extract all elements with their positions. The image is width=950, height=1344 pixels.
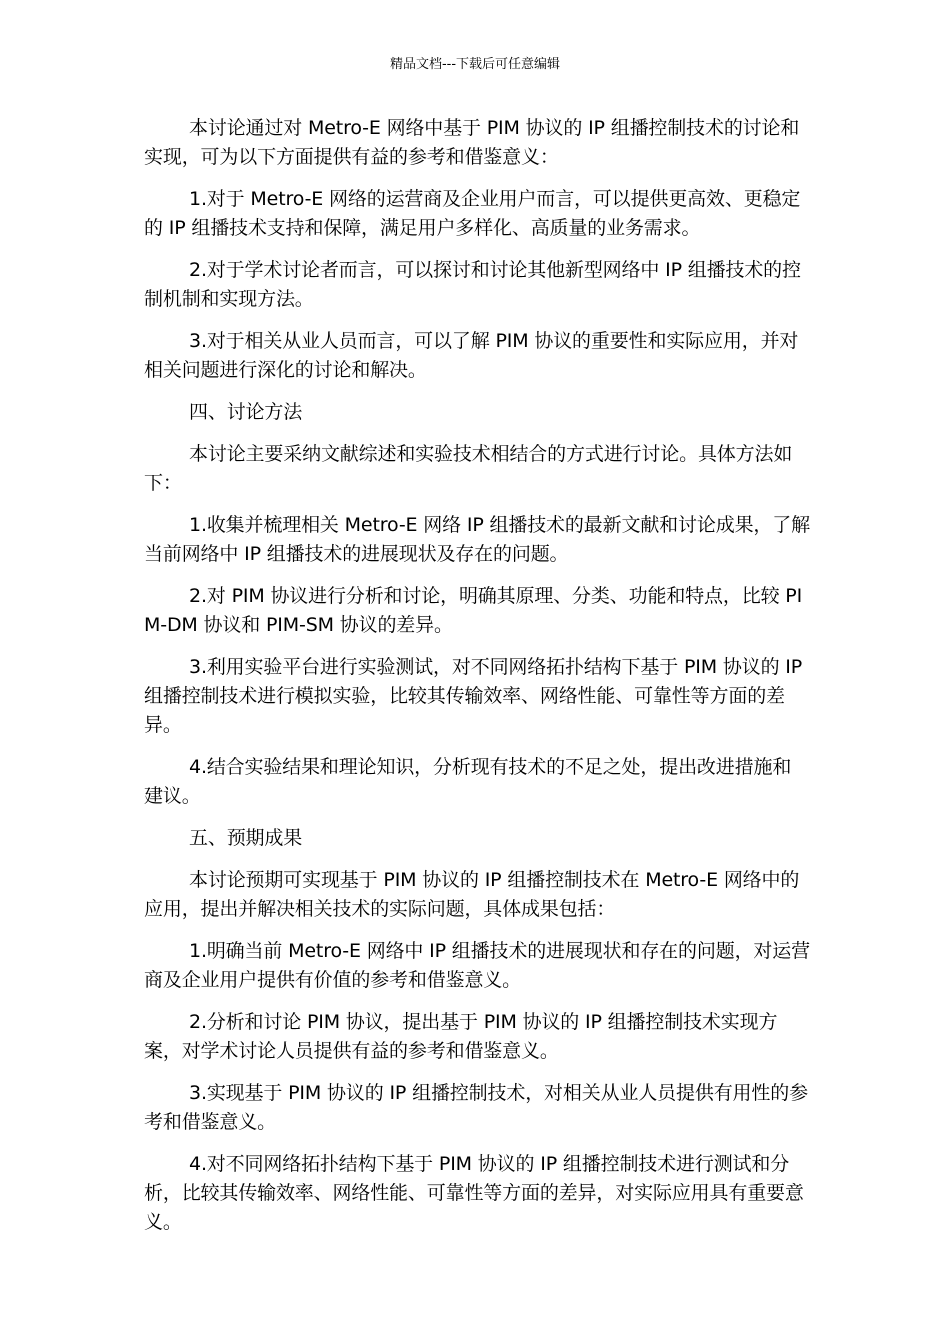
methods-intro-paragraph: 本讨论主要采纳文献综述和实验技术相结合的方式进行讨论。具体方法如下： xyxy=(144,443,793,494)
section-heading-methods: 四、讨论方法 xyxy=(189,401,303,423)
significance-item-3: 3.对于相关从业人员而言，可以了解 PIM 协议的重要性和实际应用，并对相关问题进行深化的讨论和解决。 xyxy=(144,330,799,381)
intro-paragraph: 本讨论通过对 Metro-E 网络中基于 PIM 协议的 IP 组播控制技术的讨论和实现，可为以下方面提供有益的参考和借鉴意义： xyxy=(144,117,800,168)
result-item-3: 3.实现基于 PIM 协议的 IP 组播控制技术，对相关从业人员提供有用性的参考和借鉴意义。 xyxy=(144,1082,808,1133)
section-heading-results: 五、预期成果 xyxy=(189,827,303,849)
result-item-4: 4.对不同网络拓扑结构下基于 PIM 协议的 IP 组播控制技术进行测试和分析，比较其传输效率、网络性能、可靠性等方面的差异，对实际应用具有重要意义。 xyxy=(144,1153,804,1233)
significance-item-2: 2.对于学术讨论者而言，可以探讨和讨论其他新型网络中 IP 组播技术的控制机制和实现方法。 xyxy=(144,259,801,310)
method-item-2: 2.对 PIM 协议进行分析和讨论，明确其原理、分类、功能和特点，比较 PIM-DM 协议和 PIM-SM 协议的差异。 xyxy=(144,585,803,636)
significance-item-1: 1.对于 Metro-E 网络的运营商及企业用户而言，可以提供更高效、更稳定的 IP 组播技术支持和保障，满足用户多样化、高质量的业务需求。 xyxy=(144,188,801,239)
method-item-4: 4.结合实验结果和理论知识，分析现有技术的不足之处，提出改进措施和建议。 xyxy=(144,756,792,807)
result-item-2: 2.分析和讨论 PIM 协议，提出基于 PIM 协议的 IP 组播控制技术实现方案，对学术讨论人员提供有益的参考和借鉴意义。 xyxy=(144,1011,778,1062)
results-intro-paragraph: 本讨论预期可实现基于 PIM 协议的 IP 组播控制技术在 Metro-E 网络中的应用，提出并解决相关技术的实际问题，具体成果包括： xyxy=(144,869,800,920)
method-item-1: 1.收集并梳理相关 Metro-E 网络 IP 组播技术的最新文献和讨论成果，了解当前网络中 IP 组播技术的进展现状及存在的问题。 xyxy=(144,514,810,565)
page-header: 精品文档---下载后可任意编辑 xyxy=(389,57,561,72)
result-item-1: 1.明确当前 Metro-E 网络中 IP 组播技术的进展现状和存在的问题，对运营商及企业用户提供有价值的参考和借鉴意义。 xyxy=(144,940,810,991)
method-item-3: 3.利用实验平台进行实验测试，对不同网络拓扑结构下基于 PIM 协议的 IP 组播控制技术进行模拟实验，比较其传输效率、网络性能、可靠性等方面的差异。 xyxy=(144,656,803,736)
document-body xyxy=(144,114,810,1250)
